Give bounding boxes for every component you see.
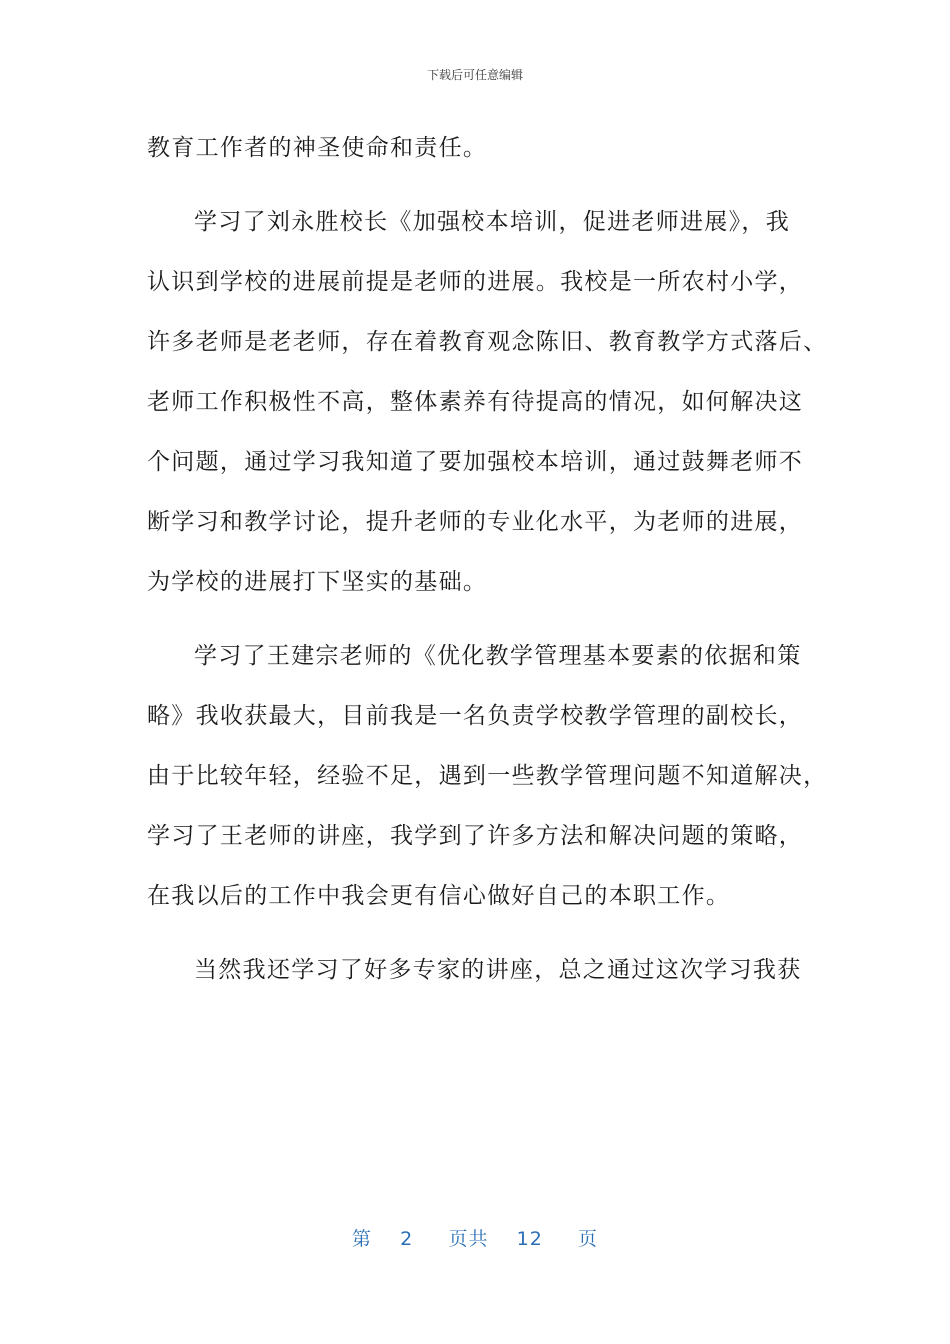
footer-total-pages: 12 — [516, 1228, 543, 1250]
paragraph-3-line-4: 学习了王老师的讲座，我学到了许多方法和解决问题的策略， — [147, 823, 804, 849]
page-footer — [0, 1224, 950, 1251]
paragraph-2-line-2: 认识到学校的进展前提是老师的进展。我校是一所农村小学， — [147, 269, 804, 295]
paragraph-3-line-1: 学习了王建宗老师的《优化教学管理基本要素的依据和策 — [194, 643, 802, 669]
footer-middle: 页共 — [448, 1228, 489, 1250]
paragraph-2-line-5: 个问题，通过学习我知道了要加强校本培训，通过鼓舞老师不 — [147, 449, 804, 475]
paragraph-3-line-3: 由于比较年轻，经验不足，遇到一些教学管理问题不知道解决， — [147, 763, 828, 789]
paragraph-3-line-5: 在我以后的工作中我会更有信心做好自己的本职工作。 — [147, 883, 731, 909]
document-body — [147, 118, 827, 1000]
paragraph-2-line-7: 为学校的进展打下坚实的基础。 — [147, 569, 488, 595]
footer-suffix: 页 — [578, 1228, 599, 1250]
paragraph-1-line-1: 教育工作者的神圣使命和责任。 — [147, 135, 488, 161]
paragraph-2-line-6: 断学习和教学讨论，提升老师的专业化水平，为老师的进展， — [147, 509, 804, 535]
paragraph-2-line-1: 学习了刘永胜校长《加强校本培训，促进老师进展》，我 — [194, 209, 790, 235]
paragraph-2-line-4: 老师工作积极性不高，整体素养有待提高的情况，如何解决这 — [147, 389, 804, 415]
footer-page-number: 2 — [400, 1228, 414, 1250]
paragraph-2-line-3: 许多老师是老老师，存在着教育观念陈旧、教育教学方式落后、 — [147, 329, 828, 355]
paragraph-4-line-1: 当然我还学习了好多专家的讲座，总之通过这次学习我获 — [194, 957, 802, 983]
footer-prefix: 第 — [351, 1228, 372, 1250]
page-header: 下载后可任意编辑 — [426, 68, 523, 82]
paragraph-3-line-2: 略》我收获最大，目前我是一名负责学校教学管理的副校长， — [147, 703, 804, 729]
